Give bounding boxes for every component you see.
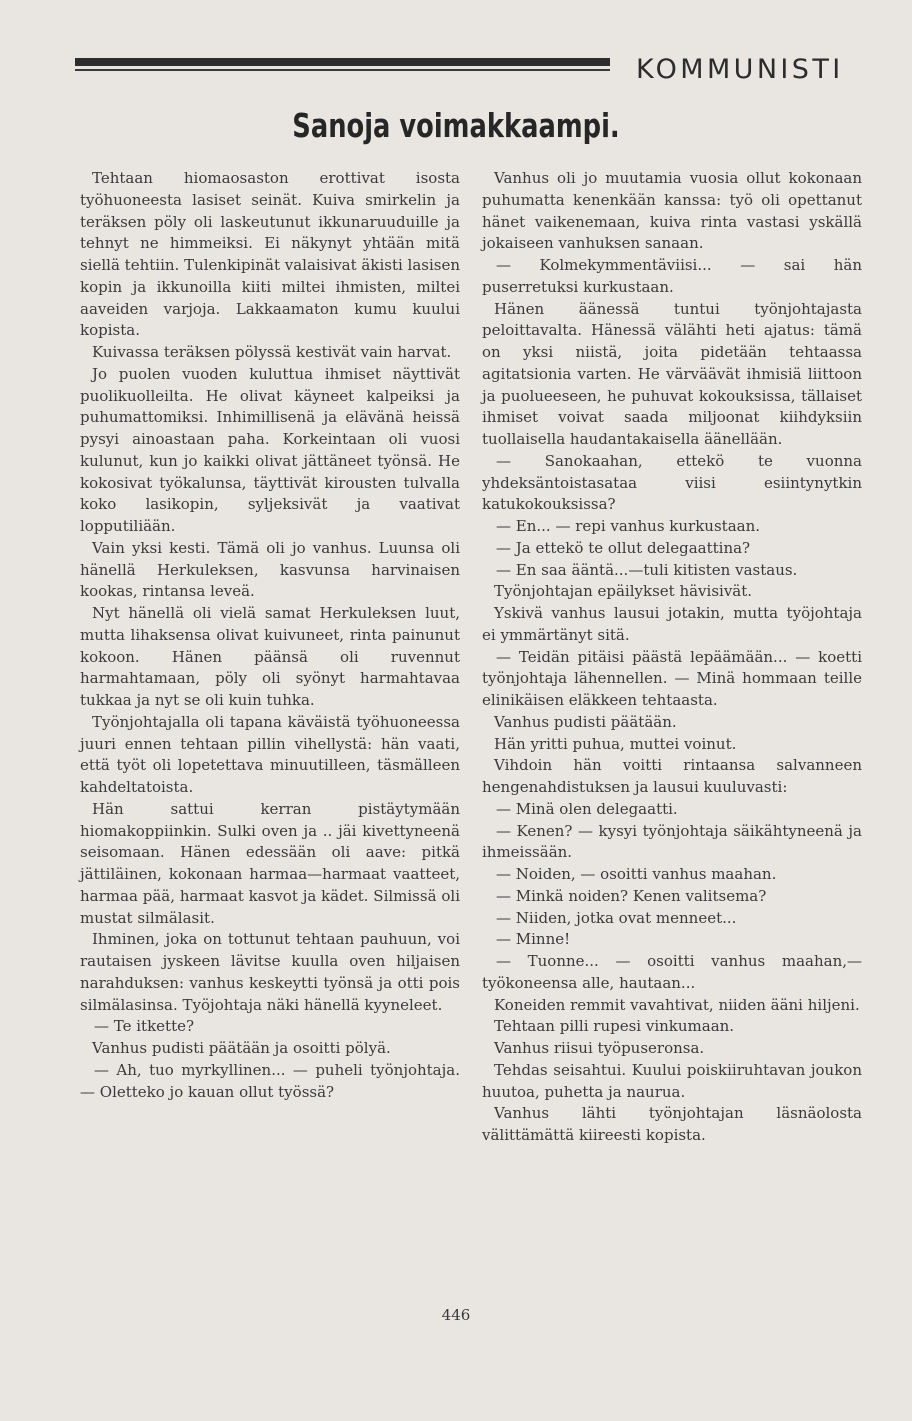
header-rule-thin: [75, 69, 610, 71]
paragraph: Kuivassa teräksen pölyssä kestivät vain harvat.: [92, 343, 452, 361]
paragraph: — Noiden, — osoitti vanhus maahan.: [496, 865, 777, 883]
paragraph: Hän yritti puhua, muttei voinut.: [494, 734, 737, 753]
paragraph: Nyt hänellä oli vielä samat Herkuleksen luut, mutta lihaksensa olivat kuivuneet, rinta painunut kokoon. Hänen päänsä oli ruvennut harmahtamaan, pöly oli syönyt harmahtavaa tukkaa ja nyt se oli kuin tuhka.: [80, 604, 460, 709]
paragraph: Hänen äänessä tuntui työnjohtajasta peloittavalta. Hänessä välähti heti ajatus: tämä on yksi niistä, joita pidetään tehtaassa agitatsionia varten. He värväävät ihmisiä liittoon ja puolueeseen, he puhuvat kokouksissa, tällaiset ihmiset voivat saada miljoonat kiihdyksiin tuollaisella haudantakaisella äänellään.: [482, 299, 862, 448]
paragraph: Jo puolen vuoden kuluttua ihmiset näyttivät puolikuolleilta. He olivat käyneet kalpeiksi ja puhumattomiksi. Inhimillisenä ja elävänä heissä pysyi ainoastaan paha. Korkeintaan oli vuosi kulunut, kun jo kaikki olivat jättäneet työnsä. He kokosivat työkalunsa, täyttivät kirousten tulvalla koko lasikopin, syljeksivät ja vaativat lopputiliään.: [80, 364, 460, 535]
paragraph: Ihminen, joka on tottunut tehtaan pauhuun, voi rautaisen jyskeen lävitse kuulla oven hiljaisen narahduksen: vanhus keskeytti työnsä ja otti pois silmälasinsa. Työjohtaja näki hänellä kyyneleet.: [80, 930, 460, 1014]
right-column: [482, 168, 862, 1147]
paragraph: — Sanokaahan, ettekö te vuonna yhdeksäntoistasataa viisi esiintynytkin katukokouksissa?: [482, 451, 862, 514]
paragraph: Työnjohtajan epäilykset hävisivät.: [494, 582, 753, 601]
paragraph: — Minne!: [496, 930, 571, 949]
paragraph: — Kolmekymmentäviisi... — sai hän puserretuksi kurkustaan.: [482, 256, 862, 296]
header-rule-thick: [75, 58, 610, 66]
paragraph: — Kenen? — kysyi työnjohtaja säikähtyneenä ja ihmeissään.: [482, 821, 862, 862]
paragraph: — Ah, tuo myrkyllinen... — puheli työnjohtaja. — Oletteko jo kauan ollut työssä?: [80, 1060, 460, 1101]
paragraph: Hän sattui kerran pistäytymään hiomakoppiinkin. Sulki oven ja .. jäi kivettyneenä seisomaan. Hänen edessään oli aave: pitkä jättiläinen, kokonaan harmaa—harmaat vaatteet, harmaa pää, harmaat kasvot ja kädet. Silmissä oli mustat silmälasit.: [80, 799, 460, 927]
paragraph: Tehtaan pilli rupesi vinkumaan.: [494, 1017, 735, 1036]
paragraph: Koneiden remmit vavahtivat, niiden ääni hiljeni.: [494, 995, 860, 1014]
paragraph: Yskivä vanhus lausui jotakin, mutta työjohtaja ei ymmärtänyt sitä.: [482, 604, 862, 644]
paragraph: — Minä olen delegaatti.: [496, 799, 678, 818]
paragraph: Työnjohtajalla oli tapana käväistä työhuoneessa juuri ennen tehtaan pillin vihellystä: hän vaati, että työt oli lopetettava minuutilleen, täsmälleen kahdeltatoista.: [80, 712, 460, 796]
paragraph: Vanhus pudisti päätään ja osoitti pölyä.: [92, 1039, 391, 1057]
paragraph: Vanhus oli jo muutamia vuosia ollut kokonaan puhumatta kenenkään kanssa: työ oli opettanut hänet vaikenemaan, kuiva rinta vastasi yskällä jokaiseen vanhuksen sanaan.: [482, 169, 862, 253]
paragraph: Vanhus lähti työnjohtajan läsnäolosta välittämättä kiireesti kopista.: [482, 1104, 862, 1144]
paragraph: Tehtaan hiomaosaston erottivat isosta työhuoneesta lasiset seinät. Kuiva smirkelin ja teräksen pöly oli laskeutunut ikkunaruuduille ja tehnyt ne himmeiksi. Ei näkynyt yhtään mitä siellä tehtiin. Tulenkipinät valaisivat äkisti lasisen kopin ja ikkunoilla kiiti miltei ihmisten, miltei aaveiden varjoja. Lakkaamaton kumu kuului kopista.: [80, 169, 461, 340]
paragraph: Tehdas seisahtui. Kuului poiskiiruhtavan joukon huutoa, puhetta ja naurua.: [482, 1060, 862, 1101]
paragraph: — Te itkette?: [94, 1017, 195, 1036]
paragraph: Vanhus pudisti päätään.: [494, 712, 677, 731]
journal-name: KOMMUNISTI: [636, 54, 844, 85]
article-title: Sanoja voimakkaampi.: [292, 106, 620, 145]
paragraph: — Ja ettekö te ollut delegaattina?: [496, 538, 751, 557]
header-rule: [75, 58, 610, 74]
paragraph: Vanhus riisui työpuseronsa.: [494, 1039, 705, 1057]
paragraph: Vihdoin hän voitti rintaansa salvanneen hengenahdistuksen ja lausui kuuluvasti:: [482, 756, 862, 796]
paragraph: — En saa ääntä...—tuli kitisten vastaus.: [496, 560, 798, 579]
paragraph: Vain yksi kesti. Tämä oli jo vanhus. Luunsa oli hänellä Herkuleksen, kasvunsa harvinaisen kookas, rintansa leveä.: [80, 538, 460, 601]
paragraph: — En... — repi vanhus kurkustaan.: [496, 517, 761, 535]
paragraph: — Niiden, jotka ovat menneet...: [496, 908, 737, 927]
paragraph: — Minkä noiden? Kenen valitsema?: [496, 886, 767, 905]
paragraph: — Tuonne... — osoitti vanhus maahan,— työkoneensa alle, hautaan...: [482, 952, 862, 992]
page-number: 446: [441, 1306, 471, 1324]
paragraph: — Teidän pitäisi päästä lepäämään... — koetti työnjohtaja lähennellen. — Minä hommaan teille elinikäisen eläkkeen tehtaasta.: [482, 647, 862, 709]
left-column: [80, 168, 460, 1103]
